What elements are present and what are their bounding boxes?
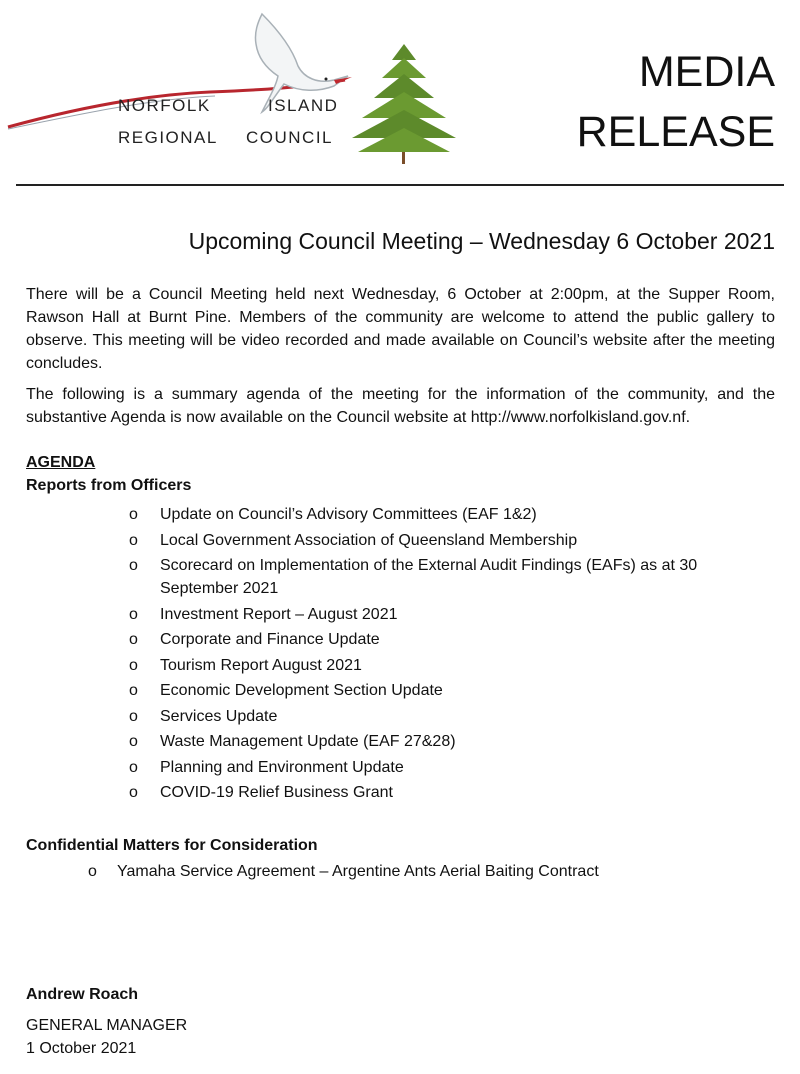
bullet-marker: o xyxy=(129,656,138,674)
bullet-marker: o xyxy=(129,506,138,523)
list-item xyxy=(129,628,775,651)
bullet-marker: o xyxy=(129,758,138,776)
list-item-text: COVID-19 Relief Business Grant xyxy=(160,784,393,801)
intro-paragraph: There will be a Council Meeting held next Wednesday, 6 October at 2:00pm, at the Supper Room, Rawson Hall at Burnt Pine. Members of the community are welcome to attend the public gallery to observe. This meeting will be video recorded and made available on Council’s website after the meeting concludes. xyxy=(26,286,775,372)
document-title: Upcoming Council Meeting – Wednesday 6 October 2021 xyxy=(188,228,775,254)
list-item xyxy=(129,705,775,728)
org-name-island: ISLAND xyxy=(268,96,339,115)
list-item xyxy=(129,529,775,552)
org-name-council: COUNCIL xyxy=(246,128,334,147)
document-body xyxy=(26,283,775,1060)
org-name-norfolk: NORFOLK xyxy=(118,96,211,115)
release-line-1: MEDIA xyxy=(638,48,775,96)
list-item xyxy=(129,679,775,702)
agenda-heading: AGENDA xyxy=(26,454,96,471)
release-line-2: RELEASE xyxy=(576,108,775,156)
list-item xyxy=(129,603,775,626)
list-item-text: Economic Development Section Update xyxy=(160,682,443,699)
bullet-marker: o xyxy=(129,733,138,750)
bullet-marker: o xyxy=(129,557,138,574)
list-item-text: Investment Report – August 2021 xyxy=(160,605,398,623)
bullet-marker: o xyxy=(129,631,138,648)
norfolk-pine-icon xyxy=(352,44,456,164)
list-item-text: Tourism Report August 2021 xyxy=(160,656,362,674)
bullet-marker: o xyxy=(88,863,97,880)
list-item-text: Update on Council’s Advisory Committees (EAF 1&2) xyxy=(160,506,537,523)
header-divider xyxy=(16,184,784,186)
release-date: 1 October 2021 xyxy=(26,1040,137,1057)
list-item-text: Local Government Association of Queensland Membership xyxy=(160,531,578,549)
list-item xyxy=(129,756,775,779)
list-item xyxy=(88,860,775,883)
bullet-marker: o xyxy=(129,605,138,623)
list-item xyxy=(129,730,775,753)
list-item xyxy=(129,781,775,804)
logo-graphic xyxy=(0,0,480,175)
bullet-marker: o xyxy=(129,784,138,801)
agenda-list xyxy=(26,503,775,804)
list-item-text: Waste Management Update (EAF 27&28) xyxy=(160,733,456,750)
list-item-text: Planning and Environment Update xyxy=(160,758,404,776)
list-item-text: Yamaha Service Agreement – Argentine Ants Aerial Baiting Contract xyxy=(117,863,599,880)
list-item-text: Services Update xyxy=(160,707,278,725)
summary-paragraph: The following is a summary agenda of the meeting for the information of the community, and the substantive Agenda is now available on the Council website at http://www.norfolkisland.gov.nf. xyxy=(26,386,775,426)
list-item-text: Corporate and Finance Update xyxy=(160,631,380,648)
media-release-title xyxy=(577,42,775,162)
officers-heading: Reports from Officers xyxy=(26,477,192,494)
list-item xyxy=(129,654,775,677)
confidential-heading: Confidential Matters for Consideration xyxy=(26,837,318,854)
council-logo xyxy=(0,0,480,175)
bullet-marker: o xyxy=(129,682,138,699)
bullet-marker: o xyxy=(129,531,138,549)
signatory-role: GENERAL MANAGER xyxy=(26,1017,188,1034)
confidential-list xyxy=(26,860,775,883)
bullet-marker: o xyxy=(129,707,138,725)
header xyxy=(0,0,800,190)
list-item-text: Scorecard on Implementation of the External Audit Findings (EAFs) as at 30 September 2021 xyxy=(160,557,698,597)
signatory-name: Andrew Roach xyxy=(26,986,139,1003)
org-name-regional: REGIONAL xyxy=(118,128,218,147)
list-item xyxy=(129,554,775,600)
list-item xyxy=(129,503,775,526)
